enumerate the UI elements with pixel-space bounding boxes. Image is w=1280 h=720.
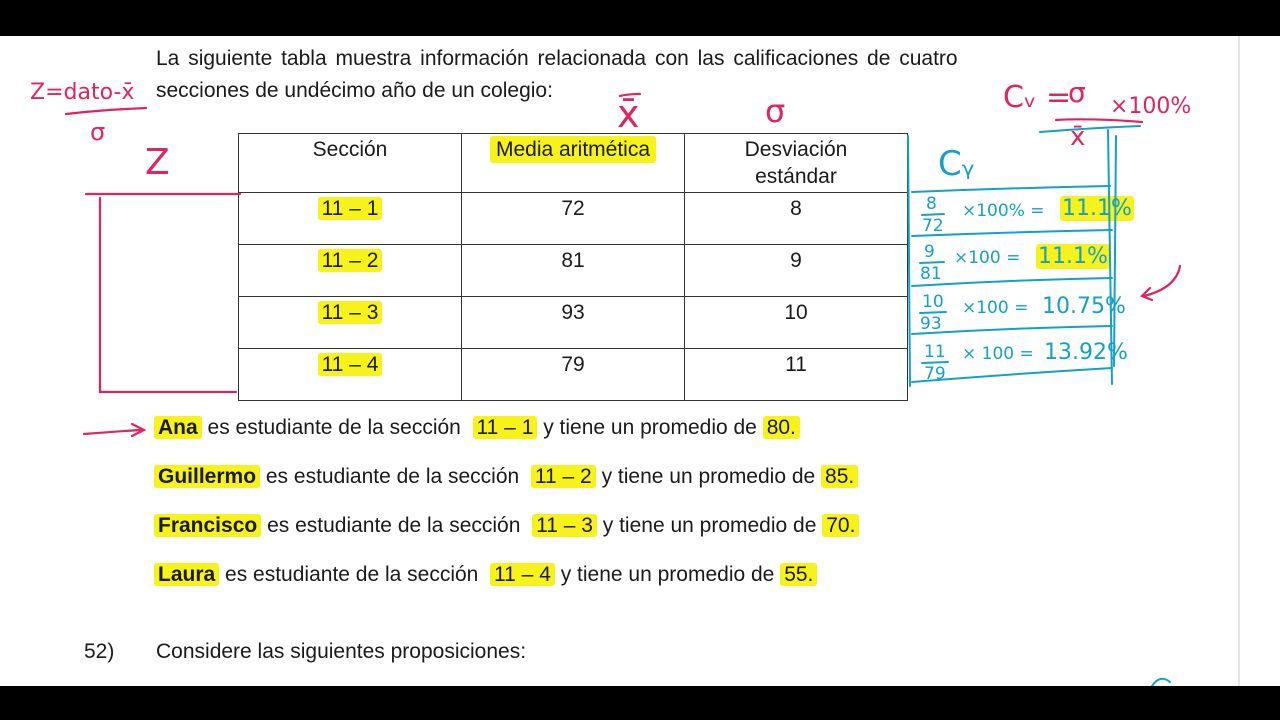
- cv-row-result: 11.1%: [1038, 244, 1108, 269]
- intro-line-2: secciones de undécimo año de un colegio:: [156, 79, 553, 102]
- cv-row-numerator: 10: [922, 292, 944, 312]
- header-section: Sección: [239, 134, 462, 193]
- sd-cell: 11: [685, 349, 908, 401]
- question-text: Considere las siguientes proposiciones:: [156, 640, 527, 663]
- cv-fraction-bar-1: [922, 214, 944, 215]
- xbar-label: x̄: [617, 92, 640, 136]
- cv-row-numerator: 9: [924, 242, 935, 262]
- section-cell: 11 – 2: [239, 245, 462, 297]
- cv-fraction-bar-3: [920, 312, 946, 313]
- section-cell: 11 – 1: [239, 193, 462, 245]
- cv-row-result: 13.92%: [1044, 340, 1128, 365]
- cv-fraction-bar: [1056, 119, 1142, 122]
- cv-row-denominator: 93: [920, 314, 942, 334]
- z-fraction-bar: [66, 108, 146, 114]
- student-line: Guillermo es estudiante de la sección 11 – 2 y tiene un promedio de 85.: [154, 464, 858, 490]
- cv-row-numerator: 8: [926, 194, 937, 214]
- section-cell: 11 – 3: [239, 297, 462, 349]
- z-formula-numerator: Z=dato-x̄: [30, 80, 135, 105]
- cv-row-result: 10.75%: [1042, 294, 1126, 319]
- cv-row-line: [912, 368, 1112, 382]
- z-column-box: [86, 194, 240, 392]
- cv-row-denominator: 72: [922, 216, 944, 236]
- mean-cell: 93: [462, 297, 685, 349]
- header-sd: Desviación estándar: [685, 134, 908, 193]
- cv-row-line: [912, 186, 1110, 192]
- ink-layer: [0, 36, 1280, 686]
- cv-row-formula: ×100 =: [954, 248, 1021, 268]
- cv-header: Cᵧ: [938, 144, 975, 184]
- cv-formula-denominator: x̄: [1070, 122, 1086, 152]
- sigma-label: σ: [765, 92, 786, 130]
- cv-formula-rhs: ×100%: [1110, 94, 1192, 119]
- cv-row-line: [912, 326, 1112, 334]
- intro-line-1: La siguiente tabla muestra información relacionada con las calificaciones de cuatro: [156, 47, 958, 70]
- cv-row-denominator: 81: [920, 264, 942, 284]
- sd-cell: 8: [685, 193, 908, 245]
- student-line: Ana es estudiante de la sección 11 – 1 y tiene un promedio de 80.: [154, 415, 800, 441]
- cv-row-line: [912, 278, 1112, 286]
- z-label: Z: [145, 142, 170, 183]
- cv-column-top: [1040, 126, 1140, 132]
- mean-cell: 72: [462, 193, 685, 245]
- cv-row-formula: ×100 =: [962, 298, 1029, 318]
- cv-column-right: [1108, 130, 1116, 384]
- student-line: Laura es estudiante de la sección 11 – 4 y tiene un promedio de 55.: [154, 562, 817, 588]
- cv-row-formula: × 100 =: [962, 344, 1034, 364]
- cv-row-denominator: 79: [924, 364, 946, 384]
- student-line: Francisco es estudiante de la sección 11 – 3 y tiene un promedio de 70.: [154, 513, 859, 539]
- question-number: 52): [84, 640, 115, 663]
- mean-cell: 79: [462, 349, 685, 401]
- sd-cell: 10: [685, 297, 908, 349]
- cv-row-formula: ×100% =: [962, 201, 1045, 221]
- xbar-overline: [620, 94, 640, 96]
- cv-row-result: 11.1%: [1062, 196, 1132, 221]
- cv-formula-numerator: σ: [1068, 76, 1086, 109]
- cv-row-numerator: 11: [924, 342, 946, 362]
- z-formula-denominator: σ: [90, 118, 106, 146]
- header-mean: Media aritmética: [462, 134, 685, 193]
- worksheet-page: [0, 36, 1280, 686]
- sd-cell: 9: [685, 245, 908, 297]
- cv-formula-lhs: Cᵥ =: [1003, 80, 1072, 115]
- mean-cell: 81: [462, 245, 685, 297]
- cv-column-left: [908, 136, 910, 386]
- ana-arrow: [84, 424, 144, 436]
- corner-mark: [1152, 679, 1170, 686]
- cv-fraction-bar-2: [920, 262, 944, 263]
- cv-row-line: [912, 230, 1112, 236]
- section-cell: 11 – 4: [239, 349, 462, 401]
- cv-fraction-bar-4: [922, 362, 948, 363]
- annotation-arrow: [1142, 266, 1180, 300]
